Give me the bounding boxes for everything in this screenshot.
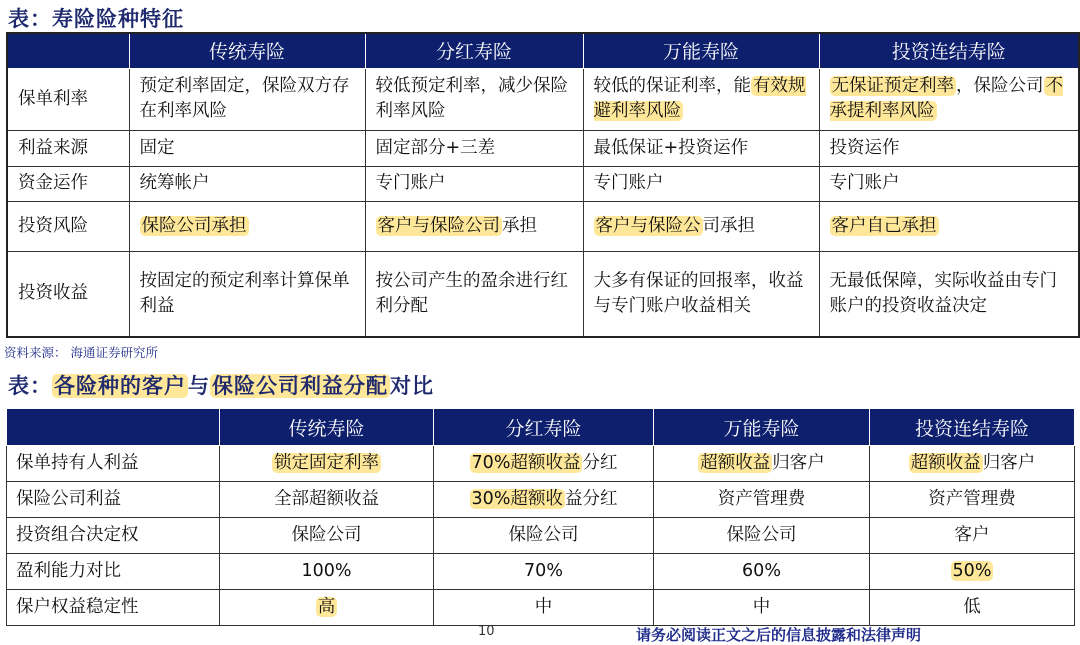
- cell-text: 归客户: [772, 453, 825, 473]
- cell-text: 低: [963, 597, 981, 617]
- cell-text: 按固定的预定利率计算保单利益: [139, 270, 350, 316]
- table-cell: [870, 446, 1075, 482]
- cell-text: 100%: [301, 561, 352, 581]
- highlighted-text: 保险公司承担: [141, 215, 247, 236]
- table-cell: [654, 518, 870, 554]
- cell-text: 固定: [139, 137, 175, 158]
- table-cell: [819, 130, 1079, 166]
- cell-text: 专门账户: [375, 173, 446, 193]
- table2-title: [8, 370, 434, 400]
- highlighted-text: 超额收益: [700, 453, 771, 473]
- table2-header-cell: 投资连结寿险: [870, 409, 1075, 446]
- table-cell: [870, 482, 1075, 518]
- table-cell: [654, 554, 870, 590]
- highlighted-text: 客户与保险公司: [377, 215, 500, 236]
- table-cell: [870, 554, 1075, 590]
- table2-header-cell: 万能寿险: [654, 409, 870, 446]
- cell-text: 70%: [524, 561, 563, 581]
- highlighted-text: 超额收益: [910, 453, 981, 473]
- table-cell: [365, 68, 583, 130]
- cell-text: 60%: [742, 561, 781, 581]
- row-label: 投资风险: [7, 201, 129, 251]
- cell-text: 保险公司: [726, 525, 797, 545]
- row-label: 保险公司利益: [7, 482, 220, 518]
- cell-text: 资产管理费: [717, 489, 806, 509]
- row-label: 投资收益: [7, 251, 129, 337]
- cell-text: 保险公司: [291, 525, 362, 545]
- table-row: [7, 166, 1079, 201]
- table-cell: [129, 130, 365, 166]
- cell-text: 无最低保障，实际收益由专门账户的投资收益决定: [829, 270, 1057, 316]
- cell-text: 保险公司: [508, 525, 579, 545]
- row-label: 保户权益稳定性: [7, 590, 220, 626]
- profit-distribution-table: [6, 408, 1075, 626]
- cell-text: 对比: [390, 374, 434, 398]
- table-row: [7, 251, 1079, 337]
- table1-title: 表：寿险险种特征: [8, 7, 184, 31]
- table-cell: [365, 130, 583, 166]
- cell-text: 益分红: [564, 489, 618, 509]
- cell-text: ，保险公司: [956, 76, 1044, 96]
- row-label: 利益来源: [7, 130, 129, 166]
- table-row: [7, 590, 1075, 626]
- table-cell: [220, 554, 434, 590]
- highlighted-text: 各险种的客户: [54, 374, 186, 398]
- table-cell: [654, 482, 870, 518]
- table1-header-cell: 万能寿险: [583, 33, 819, 68]
- cell-text: 预定利率固定，保险双方存在利率风险: [139, 76, 350, 121]
- table2-header-cell: 传统寿险: [220, 409, 434, 446]
- row-label: 保单利率: [7, 68, 129, 130]
- cell-text: 大多有保证的回报率，收益与专门账户收益相关: [593, 270, 804, 316]
- cell-text: 表：: [8, 374, 52, 398]
- cell-text: 投资运作: [829, 137, 900, 158]
- table-cell: [220, 590, 434, 626]
- disclaimer-note: 请务必阅读正文之后的信息披露和法律声明: [636, 626, 922, 644]
- table-cell: [129, 201, 365, 251]
- highlighted-text: 70%超额收益: [471, 453, 581, 473]
- table1-header-cell: 传统寿险: [129, 33, 365, 68]
- table-cell: [583, 251, 819, 337]
- page-number: 10: [478, 624, 495, 639]
- table-cell: [365, 166, 583, 201]
- cell-text: 全部超额收益: [274, 489, 379, 509]
- table-row: [7, 482, 1075, 518]
- highlighted-text: 锁定固定利率: [274, 453, 379, 473]
- table2-header-cell: [7, 409, 220, 446]
- table-cell: [220, 518, 434, 554]
- table-row: [7, 446, 1075, 482]
- table-cell: [654, 590, 870, 626]
- table-row: [7, 518, 1075, 554]
- table-row: [7, 68, 1079, 130]
- table-row: [7, 554, 1075, 590]
- table-cell: [220, 446, 434, 482]
- row-label: 保单持有人利益: [7, 446, 220, 482]
- table-cell: [365, 201, 583, 251]
- cell-text: 司承担: [702, 215, 755, 236]
- table-cell: [583, 166, 819, 201]
- highlighted-text: 30%超额收: [471, 489, 563, 509]
- table1-header-row: [7, 33, 1079, 68]
- source-note: 资料来源： 海通证券研究所: [4, 345, 158, 360]
- table-cell: [434, 518, 654, 554]
- table1-header-cell: 分红寿险: [365, 33, 583, 68]
- highlighted-text: 客户自己承担: [831, 215, 937, 236]
- table-cell: [583, 201, 819, 251]
- highlighted-text: 客户与保险公: [595, 215, 701, 236]
- table-cell: [870, 518, 1075, 554]
- row-label: 投资组合决定权: [7, 518, 220, 554]
- highlighted-text: 保险公司利益分配: [212, 374, 388, 398]
- cell-text: 较低的保证利率，能: [593, 76, 751, 96]
- table-cell: [129, 251, 365, 337]
- highlighted-text: 50%: [952, 561, 992, 581]
- table-cell: [365, 251, 583, 337]
- cell-text: 中: [752, 597, 771, 617]
- table-cell: [434, 446, 654, 482]
- table2-header-row: [7, 409, 1075, 446]
- cell-text: 统筹帐户: [139, 173, 210, 193]
- table-cell: [434, 590, 654, 626]
- table-cell: [129, 68, 365, 130]
- insurance-features-table: [6, 32, 1080, 338]
- table-cell: [583, 130, 819, 166]
- table2-header-cell: 分红寿险: [434, 409, 654, 446]
- cell-text: 固定部分+三差: [375, 137, 496, 158]
- table-row: [7, 130, 1079, 166]
- table-cell: [583, 68, 819, 130]
- table-cell: [220, 482, 434, 518]
- cell-text: 较低预定利率，减少保险利率风险: [375, 76, 568, 121]
- table-cell: [819, 68, 1079, 130]
- cell-text: 按公司产生的盈余进行红利分配: [375, 270, 568, 316]
- table-cell: [819, 251, 1079, 337]
- table-cell: [819, 166, 1079, 201]
- cell-text: 专门账户: [829, 173, 900, 193]
- cell-text: 承担: [502, 215, 537, 236]
- cell-text: 分红: [582, 453, 618, 473]
- cell-text: 与: [188, 374, 210, 398]
- highlighted-text: 不承提利率风险: [829, 76, 1063, 121]
- cell-text: 归客户: [982, 453, 1036, 473]
- highlighted-text: 高: [317, 597, 336, 617]
- table1-header-cell: [7, 33, 129, 68]
- table1-header-cell: 投资连结寿险: [819, 33, 1079, 68]
- table-cell: [434, 554, 654, 590]
- table-cell: [129, 166, 365, 201]
- cell-text: 最低保证+投资运作: [593, 137, 749, 158]
- highlighted-text: 有效规避利率风险: [593, 76, 806, 121]
- row-label: 资金运作: [7, 166, 129, 201]
- cell-text: 专门账户: [593, 173, 664, 193]
- highlighted-text: 无保证预定利率: [831, 76, 954, 96]
- table-row: [7, 201, 1079, 251]
- table-cell: [654, 446, 870, 482]
- table-cell: [434, 482, 654, 518]
- table-cell: [819, 201, 1079, 251]
- cell-text: 中: [534, 597, 553, 617]
- table-cell: [870, 590, 1075, 626]
- cell-text: 客户: [954, 525, 990, 545]
- cell-text: 资产管理费: [928, 489, 1016, 509]
- row-label: 盈利能力对比: [7, 554, 220, 590]
